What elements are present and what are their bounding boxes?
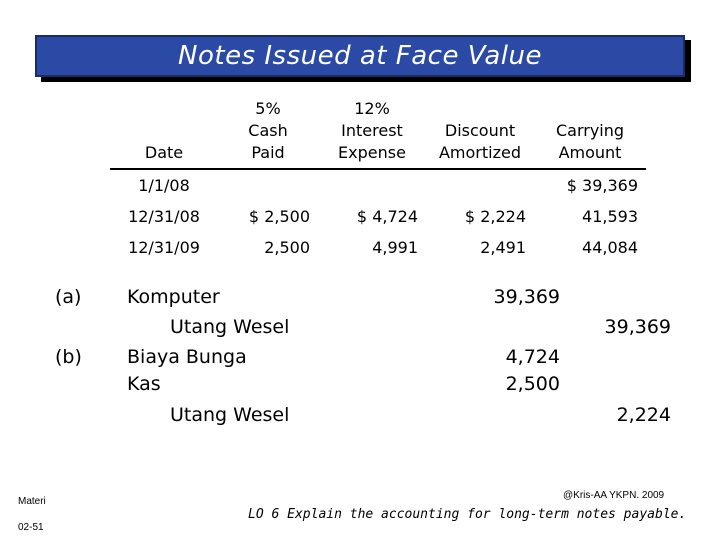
cell-carrying: 44,084 — [582, 238, 638, 257]
entry-label-b: (b) — [55, 346, 82, 368]
cell-date: 12/31/09 — [128, 238, 200, 257]
table-row — [110, 201, 646, 232]
journal-account: Biaya Bunga — [127, 346, 247, 368]
cell-cash: $ 2,500 — [248, 207, 310, 226]
footer-copyright: @Kris-AA YKPN. 2009 — [563, 490, 665, 501]
entry-label-a: (a) — [55, 286, 82, 308]
header-date: Date — [110, 98, 218, 169]
header-cash-paid: 5% Cash Paid — [218, 98, 318, 169]
cell-interest — [318, 169, 426, 201]
journal-account: Komputer — [127, 286, 220, 308]
cell-carrying: $ 39,369 — [566, 176, 638, 195]
amortization-schedule — [110, 98, 646, 263]
schedule-header-row — [110, 98, 646, 169]
cell-cash: 2,500 — [264, 238, 310, 257]
cell-discount: 2,491 — [480, 238, 526, 257]
journal-credit: 2,224 — [616, 404, 671, 426]
header-discount-amortized: Discount Amortized — [426, 98, 534, 169]
footer-materi: Materi — [18, 496, 46, 507]
cell-interest: $ 4,724 — [356, 207, 418, 226]
journal-account: Kas — [127, 373, 161, 395]
journal-credit: 39,369 — [604, 316, 671, 338]
cell-date: 12/31/08 — [128, 207, 200, 226]
journal-debit: 4,724 — [505, 346, 560, 368]
header-carrying-amount: Carrying Amount — [534, 98, 646, 169]
cell-carrying: 41,593 — [582, 207, 638, 226]
table-row — [110, 232, 646, 263]
cell-discount — [426, 169, 534, 201]
cell-date: 1/1/08 — [138, 176, 190, 195]
journal-debit: 2,500 — [505, 373, 560, 395]
cell-interest: 4,991 — [372, 238, 418, 257]
cell-cash — [218, 169, 318, 201]
cell-discount: $ 2,224 — [464, 207, 526, 226]
journal-debit: 39,369 — [493, 286, 560, 308]
header-interest-expense: 12% Interest Expense — [318, 98, 426, 169]
footer-page-number: 02-51 — [18, 522, 44, 533]
learning-objective: LO 6 Explain the accounting for long-term notes payable. — [248, 507, 687, 522]
table-row — [110, 169, 646, 201]
slide-title: Notes Issued at Face Value — [178, 41, 542, 71]
journal-account: Utang Wesel — [170, 316, 290, 338]
journal-account: Utang Wesel — [170, 404, 290, 426]
